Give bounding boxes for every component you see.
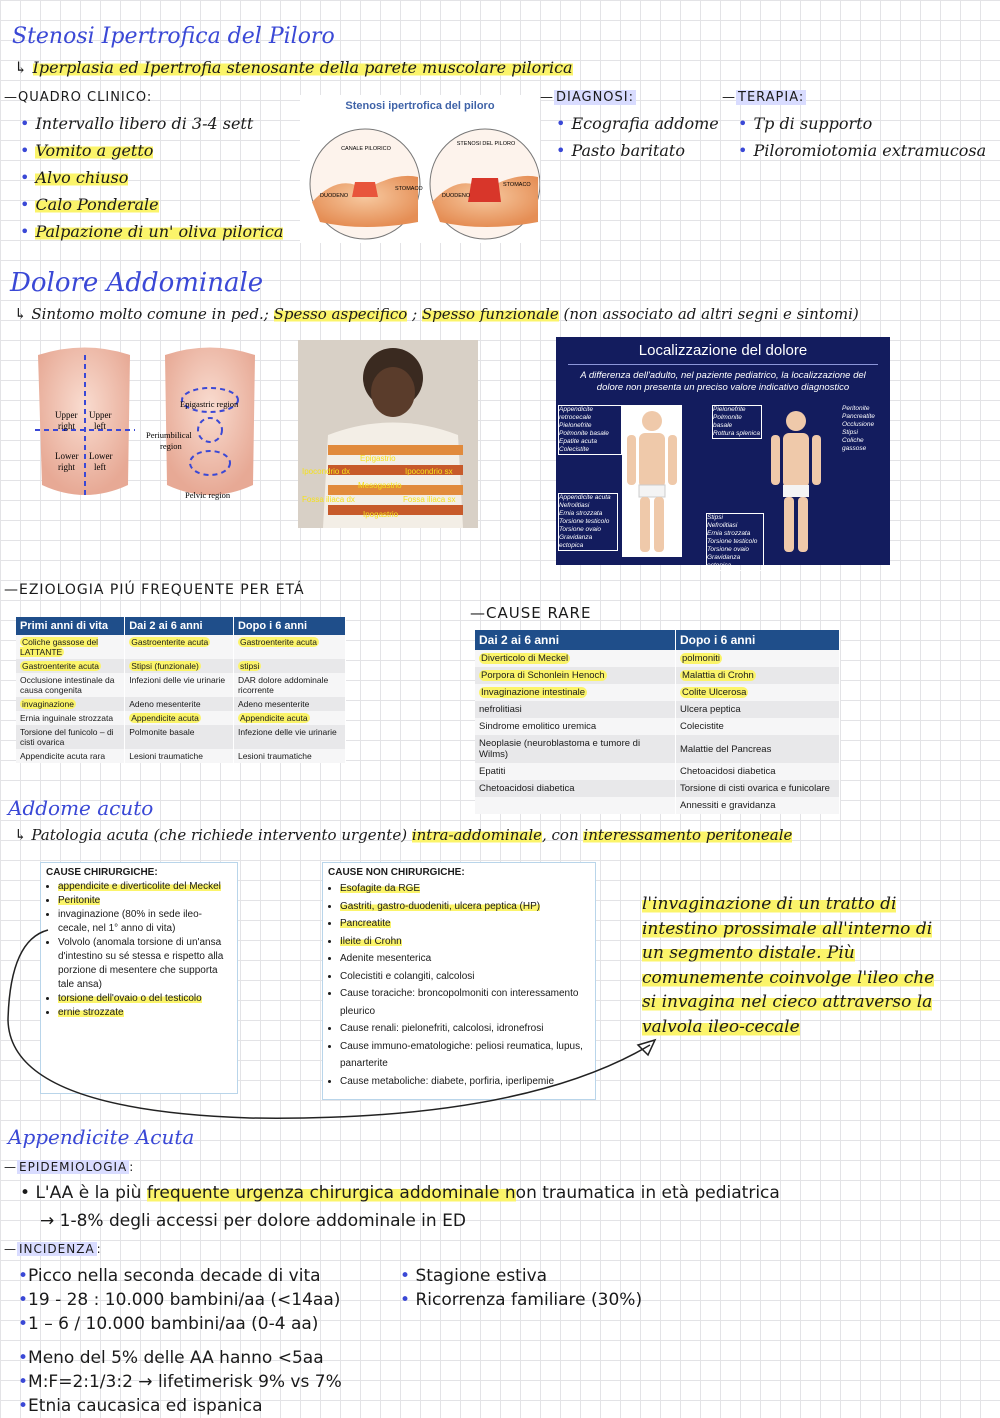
label-stomaco-1: STOMACO bbox=[395, 186, 423, 192]
label-ipocondrio-dx: Ipocondrio dx bbox=[302, 467, 351, 476]
body-figure-1 bbox=[622, 405, 682, 557]
list-item: • Calo Ponderale bbox=[20, 191, 283, 218]
label-fossa-iliaca-dx: Fossa iliaca dx bbox=[302, 495, 355, 504]
list-item: • Ecografia addome bbox=[556, 110, 719, 137]
incidenza-right bbox=[400, 1264, 642, 1312]
cause-non-chirurgiche-title: CAUSE NON CHIRURGICHE: bbox=[328, 867, 465, 878]
list-item: • Stagione estiva bbox=[400, 1266, 548, 1286]
list-item: • Pasto baritato bbox=[556, 137, 719, 164]
svg-text:right: right bbox=[58, 462, 75, 472]
list-item: • Vomito a getto bbox=[20, 137, 283, 164]
appendicite-title: Appendicite Acuta bbox=[8, 1125, 195, 1149]
loc-box-center: Peritonite Pancreatite Occlusione Stipsi Coliche gassose bbox=[842, 405, 875, 452]
loc-box-lower-left: Stipsi Nefrolitiasi Ernia strozzata Torsione testicolo Torsione ovaio Gravidanza ectopica bbox=[706, 513, 764, 571]
incidenza-label: — INCIDENZA : bbox=[4, 1242, 102, 1256]
list-item: • Intervallo libero di 3-4 sett bbox=[20, 110, 283, 137]
body-figure-2 bbox=[766, 405, 826, 557]
label-ipogastrio: Ipogastrio bbox=[363, 510, 399, 519]
table-row: Annessiti e gravidanza bbox=[475, 797, 840, 814]
table-row: Torsione del funicolo – di cisti ovarica Polmonite basale Infezione delle vie urinarie bbox=[16, 725, 346, 749]
list-item: • Ricorrenza familiare (30%) bbox=[400, 1290, 643, 1310]
list-item: • torsione dell'ovaio o del testicolo bbox=[58, 992, 232, 1006]
epidemiologia-label: — EPIDEMIOLOGIA : bbox=[4, 1160, 135, 1174]
label-duodeno-2: DUODENO bbox=[442, 193, 471, 199]
label-stomaco-2: STOMACO bbox=[503, 182, 531, 188]
quadro-clinico-label: —QUADRO CLINICO: bbox=[4, 90, 153, 105]
label-lower-left: Lower bbox=[89, 451, 113, 461]
svg-text:right: right bbox=[58, 421, 75, 431]
abdomen-illustration bbox=[30, 345, 270, 505]
epidemiologia-sub: → 1-8% degli accessi per dolore addominale in ED bbox=[40, 1211, 466, 1231]
list-item: • Alvo chiuso bbox=[20, 164, 283, 191]
table-row: Chetoacidosi diabetica Torsione di cisti ovarica e funicolare bbox=[475, 780, 840, 797]
list-item: • Cause renali: pielonefriti, calcolosi, idronefrosi bbox=[340, 1020, 590, 1038]
acuto-title: Addome acuto bbox=[8, 796, 154, 820]
list-item: •Meno del 5% delle AA hanno <5aa bbox=[18, 1348, 324, 1368]
eziologia-table: Primi anni di vita Dai 2 ai 6 anni Dopo i 6 anni Coliche gassose del LATTANTE Gastroenterite acuta Gastroenterite acuta Gastroenterite acuta Stipsi (funzionale) stipsi Occlusione intestinale da causa congenita Infezioni delle vie urinarie DAR dolore addominale ricorrente invaginazione Adeno mesenterite Adeno mesenterite Ernia inguinale strozzata Appendicite acuta Appendicite acuta Torsione del funicolo – di cisti ovarica Polmonite basale Infezione delle vie urinarie Appendicite acuta rara Lesioni traumatiche Lesioni traumatiche bbox=[16, 617, 346, 763]
loc-box-upper-right: Appendicite retrocecale Pielonefrite Polmonite basale Epatite acuta Colecistite bbox=[558, 405, 622, 455]
localizzazione-slide bbox=[556, 337, 890, 569]
label-fossa-iliaca-sx: Fossa iliaca sx bbox=[403, 495, 456, 504]
epidemiologia-line: • L'AA è la più frequente urgenza chirurgica addominale non traumatica in età pediatrica bbox=[20, 1183, 780, 1203]
list-item: • appendicite e diverticolite del Meckel bbox=[58, 880, 232, 894]
connector-arrow bbox=[0, 900, 680, 1130]
svg-text:left: left bbox=[94, 421, 106, 431]
list-item: • Cause toraciche: broncopolmoniti con interessamento pleurico bbox=[340, 985, 590, 1020]
table-row: invaginazione Adeno mesenterite Adeno mesenterite bbox=[16, 697, 346, 711]
label-upper-right: Upper bbox=[55, 410, 78, 420]
list-item: •19 - 28 : 10.000 bambini/aa (<14aa) bbox=[18, 1290, 341, 1310]
incidenza-left bbox=[18, 1264, 340, 1336]
list-item: • ernie strozzate bbox=[58, 1006, 232, 1020]
diagnosi-list bbox=[556, 110, 719, 164]
table-row: Gastroenterite acuta Stipsi (funzionale) stipsi bbox=[16, 659, 346, 673]
list-item: • Esofagite da RGE bbox=[340, 880, 590, 898]
list-item: • Peritonite bbox=[58, 894, 232, 908]
list-item: • Volvolo (anomala torsione di un'ansa d'intestino su sé stessa e rispetto alla porzione di mesentere che supporta tale ansa) bbox=[58, 936, 232, 992]
pyloric-figure-title: Stenosi ipertrofica del piloro bbox=[345, 100, 495, 112]
list-item: • Ileite di Crohn bbox=[340, 933, 590, 951]
table-row: Diverticolo di Meckel polmoniti bbox=[475, 650, 840, 667]
table-row: Porpora di Schonlein Henoch Malattia di Crohn bbox=[475, 667, 840, 684]
localizzazione-subtitle: A differenza dell'adulto, nel paziente pediatrico, la localizzazione del dolore non presenta un preciso valore indicativo diagnostico bbox=[580, 370, 866, 393]
cause-chirurgiche-title: CAUSE CHIRURGICHE: bbox=[46, 867, 158, 878]
terapia-list bbox=[738, 110, 986, 164]
table-row: Ernia inguinale strozzata Appendicite acuta Appendicite acuta bbox=[16, 711, 346, 725]
label-periumbilical: Periumbilical bbox=[146, 430, 192, 440]
list-item: • Gastriti, gastro-duodeniti, ulcera peptica (HP) bbox=[340, 898, 590, 916]
list-item: • Piloromiotomia extramucosa bbox=[738, 137, 986, 164]
label-duodeno-1: DUODENO bbox=[320, 193, 349, 199]
list-item: • Tp di supporto bbox=[738, 110, 986, 137]
label-epigastrio: Epigastrio bbox=[360, 454, 396, 463]
list-item: • Adenite mesenterica bbox=[340, 950, 590, 968]
label-stenosi: STENOSI DEL PILORO bbox=[456, 141, 516, 147]
label-ipocondrio-sx: Ipocondrio sx bbox=[405, 467, 453, 476]
child-photo bbox=[298, 340, 478, 528]
abdominal-quadrants-figure bbox=[30, 345, 270, 505]
label-lower-right: Lower bbox=[55, 451, 79, 461]
loc-box-lower-right: Appendicite acuta Nefrolitiasi Ernia strozzata Torsione testicolo Torsione ovaio Gravidanza ectopica bbox=[558, 493, 618, 551]
loc-box-upper-left: Pielonefrite Polmonite basale Rottura splenica bbox=[712, 405, 762, 439]
list-item: • Cause immuno-ematologiche: peliosi reumatica, lupus, panarterite bbox=[340, 1038, 590, 1073]
terapia-label: — TERAPIA: bbox=[722, 90, 805, 105]
cause-rare-title: —CAUSE RARE bbox=[470, 604, 592, 622]
label-pelvic: Pelvic region bbox=[185, 490, 231, 500]
list-item: • Cause metaboliche: diabete, porfiria, iperlipemie bbox=[340, 1073, 590, 1091]
pyloric-illustration bbox=[300, 112, 540, 242]
svg-text:region: region bbox=[160, 441, 182, 451]
label-mesogastrio: Mesogastrio bbox=[358, 481, 402, 490]
table-row: Epatiti Chetoacidosi diabetica bbox=[475, 763, 840, 780]
localizzazione-title: Localizzazione del dolore bbox=[638, 342, 808, 359]
table-row: Neoplasie (neuroblastoma e tumore di Wilms) Malattie del Pancreas bbox=[475, 735, 840, 763]
pyloric-figure bbox=[300, 95, 540, 243]
table-row: nefrolitiasi Ulcera peptica bbox=[475, 701, 840, 718]
appendicite-last-list bbox=[18, 1346, 342, 1418]
list-item: • Pancreatite bbox=[340, 915, 590, 933]
list-item: •Etnia caucasica ed ispanica bbox=[18, 1396, 263, 1416]
dolore-title: Dolore Addominale bbox=[10, 268, 264, 298]
table-row: Coliche gassose del LATTANTE Gastroenterite acuta Gastroenterite acuta bbox=[16, 635, 346, 659]
table-row: Sindrome emolitico uremica Colecistite bbox=[475, 718, 840, 735]
table-row: Occlusione intestinale da causa congenita Infezioni delle vie urinarie DAR dolore addominale ricorrente bbox=[16, 673, 346, 697]
label-upper-left: Upper bbox=[89, 410, 112, 420]
table-row: Appendicite acuta rara Lesioni traumatiche Lesioni traumatiche bbox=[16, 749, 346, 763]
diagnosi-label: — DIAGNOSI: bbox=[540, 90, 635, 105]
quadro-clinico-list bbox=[20, 110, 283, 245]
svg-text:left: left bbox=[94, 462, 106, 472]
eziologia-title: —EZIOLOGIA PIÚ FREQUENTE PER ETÁ bbox=[4, 582, 305, 598]
pyloric-title: Stenosi Ipertrofica del Piloro bbox=[12, 24, 335, 49]
list-item: •M:F=2:1/3:2 → lifetimerisk 9% vs 7% bbox=[18, 1372, 342, 1392]
child-illustration bbox=[298, 340, 478, 528]
pyloric-subtitle: ↳ Iperplasia ed Ipertrofia stenosante della parete muscolare pilorica bbox=[14, 58, 573, 77]
list-item: • Colecistiti e colangiti, calcolosi bbox=[340, 968, 590, 986]
label-canale: CANALE PILORICO bbox=[341, 146, 391, 152]
list-item: • Palpazione di un' oliva pilorica bbox=[20, 218, 283, 245]
invaginazione-note: l'invaginazione di un tratto di intestino prossimale all'interno di un segmento distale. Più comunemente coinvolge l'ileo che si invagina nel cieco attraverso la valvola ileo-cecale bbox=[642, 894, 935, 1037]
dolore-subtitle: ↳ Sintomo molto comune in ped.; Spesso aspecifico ; Spesso funzionale (non associato ad altri segni e sintomi) bbox=[14, 305, 859, 323]
list-item: • invaginazione (80% in sede ileo-cecale, nel 1° anno di vita) bbox=[58, 908, 232, 936]
label-epigastric: Epigastric region bbox=[180, 399, 239, 409]
list-item: •Picco nella seconda decade di vita bbox=[18, 1266, 321, 1286]
list-item: •1 – 6 / 10.000 bambini/aa (0-4 aa) bbox=[18, 1314, 319, 1334]
acuto-subtitle: ↳ Patologia acuta (che richiede intervento urgente) intra-addominale, con interessamento peritoneale bbox=[14, 826, 793, 844]
cause-rare-table: Dai 2 ai 6 anni Dopo i 6 anni Diverticolo di Meckel polmoniti Porpora di Schonlein Henoch Malattia di Crohn Invaginazione intestinale Colite Ulcerosa nefrolitiasi Ulcera peptica Sindrome emolitico uremica Colecistite Neoplasie (neuroblastoma e tumore di Wilms) Malattie del Pancreas Epatiti Chetoacidosi diabetica Chetoacidosi diabetica Torsione di cisti ovarica e funicolare Annessiti e gravidanza bbox=[475, 630, 840, 814]
table-row: Invaginazione intestinale Colite Ulcerosa bbox=[475, 684, 840, 701]
